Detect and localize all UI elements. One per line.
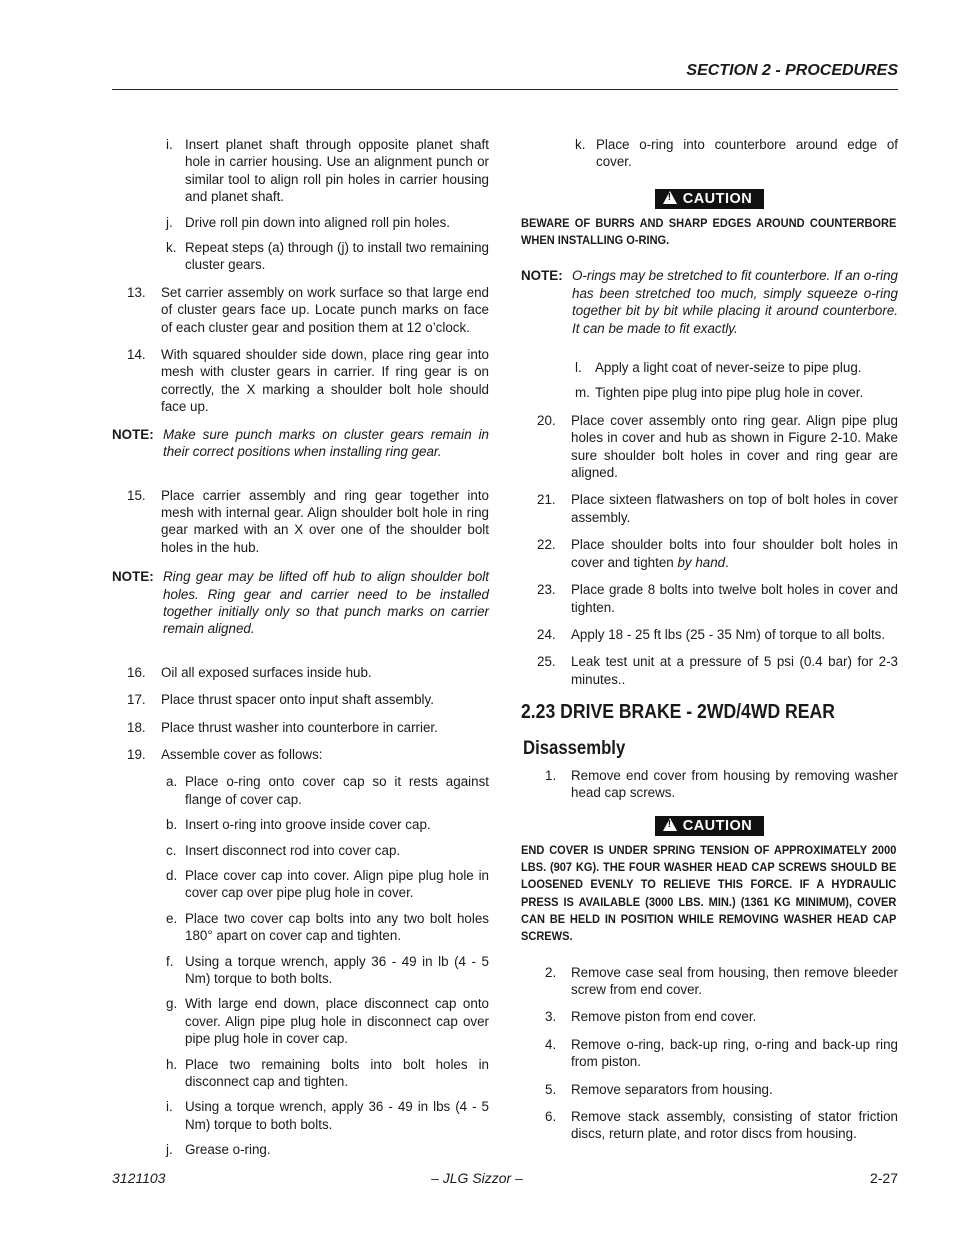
- note-o-rings: [521, 267, 898, 337]
- step-23: [521, 581, 898, 616]
- disassembly-step-1: [521, 767, 898, 802]
- step-text: Place thrust spacer onto input shaft assembly.: [161, 692, 434, 708]
- step-text: Leak test unit at a pressure of 5 psi (0.4 bar) for 2-3 minutes..: [571, 654, 898, 687]
- item-marker: l.: [575, 360, 582, 376]
- step-text: Place grade 8 bolts into twelve bolt holes in cover and tighten.: [571, 582, 898, 615]
- list-item: [521, 359, 898, 376]
- note-text: Make sure punch marks on cluster gears remain in their correct positions when installing ring gear.: [163, 426, 489, 460]
- step-text: Set carrier assembly on work surface so that large end of cluster gears face up. Locate punch marks on face of each cluster gear and position them at 12 o’clock.: [161, 284, 489, 335]
- disassembly-step: [521, 964, 898, 999]
- item-text: Insert planet shaft through opposite planet shaft hole in carrier housing. Use an alignment punch or similar tool to align roll pin holes in carrier housing and planet shaft.: [185, 137, 489, 205]
- step-number: 16.: [127, 664, 146, 680]
- item-marker: k.: [575, 137, 586, 152]
- step-number: 3.: [545, 1009, 557, 1025]
- step-text: Place shoulder bolts into four shoulder bolt holes in cover and tighten: [571, 537, 898, 570]
- step-22: [521, 536, 898, 571]
- step-text: Place sixteen flatwashers on top of bolt holes in cover assembly.: [571, 492, 898, 525]
- step-17: [112, 691, 489, 708]
- step-25: [521, 653, 898, 688]
- step-text: Remove o-ring, back-up ring, o-ring and back-up ring from piston.: [571, 1036, 898, 1070]
- caution-text: BEWARE OF BURRS AND SHARP EDGES AROUND COUNTERBORE WHEN INSTALLING O-RING.: [521, 215, 897, 248]
- list-item: [112, 995, 489, 1047]
- note-ring-gear: [112, 568, 489, 638]
- note-label: NOTE:: [521, 268, 563, 284]
- item-marker: k.: [166, 240, 177, 256]
- item-marker: b.: [166, 817, 178, 833]
- step-text: With squared shoulder side down, place ring gear into mesh with cluster gears in carrier. If ring gear is on correctly, the X marking a shoulder bolt hole should face up.: [161, 347, 489, 415]
- caution-label: CAUTION: [682, 190, 753, 207]
- step-number: 21.: [537, 492, 556, 508]
- item-marker: d.: [166, 868, 178, 883]
- note-text: O-rings may be stretched to fit counterbore. If an o-ring has been stretched too much, simply squeeze o-ring together bit by bit while placing it around counterbore. It can be made to fit exactly.: [572, 268, 898, 336]
- note-punch-marks: [112, 426, 489, 461]
- note-label: NOTE:: [112, 569, 154, 585]
- step-text: Place cover assembly onto ring gear. Align pipe plug holes in cover and hub as shown in Figure 2-10. Make sure shoulder bolt holes in cover and ring gear are aligned.: [571, 412, 898, 481]
- step-number: 6.: [545, 1108, 557, 1124]
- section-header: SECTION 2 - PROCEDURES: [686, 62, 898, 79]
- step-14: [112, 346, 489, 416]
- step-number: 24.: [537, 626, 556, 642]
- step-text: Remove end cover from housing by removing washer head cap screws.: [571, 767, 898, 801]
- item-marker: f.: [166, 953, 174, 969]
- header-divider: [112, 89, 898, 90]
- step-number: 18.: [127, 719, 146, 735]
- sub-heading: Disassembly: [523, 737, 626, 759]
- step-text-emphasis: by hand: [677, 554, 726, 570]
- item-marker: c.: [166, 842, 177, 858]
- step-text: Remove piston from end cover.: [571, 1009, 757, 1025]
- item-text: Drive roll pin down into aligned roll pin holes.: [185, 214, 450, 230]
- item-text: Place o-ring into counterbore around edge of cover.: [596, 137, 898, 170]
- step-15: [112, 487, 489, 557]
- item-text: Place cover cap into cover. Align pipe plug hole in cover cap over pipe plug hole in cover.: [185, 868, 489, 901]
- item-text: Repeat steps (a) through (j) to install two remaining cluster gears.: [185, 240, 489, 273]
- list-item: [112, 953, 489, 988]
- item-marker: i.: [166, 1099, 173, 1115]
- step-number: 4.: [545, 1036, 557, 1052]
- disassembly-step: [521, 1081, 898, 1098]
- footer-product: – JLG Sizzor –: [431, 1170, 523, 1186]
- item-marker: e.: [166, 910, 178, 926]
- step-text: Remove separators from housing.: [571, 1081, 773, 1097]
- item-text: Using a torque wrench, apply 36 - 49 in lb (4 - 5 Nm) torque to both bolts.: [185, 953, 489, 987]
- step-20: [521, 412, 898, 482]
- caution-text: END COVER IS UNDER SPRING TENSION OF APPROXIMATELY 2000 LBS. (907 KG). THE FOUR WASHER HEAD CAP SCREWS SHOULD BE LOOSENED EVENLY TO RELIEVE THIS FORCE. IF A HYDRAULIC PRESS IS AVAILABLE (3000 LBS. MIN.) (1361 KG MINIMUM), COVER CAN BE HELD IN POSITION WHILE REMOVING WASHER HEAD CAP SCREWS.: [521, 842, 897, 944]
- right-column: [521, 136, 898, 1151]
- item-marker: j.: [166, 1142, 173, 1158]
- left-column: [112, 136, 489, 1167]
- note-label: NOTE:: [112, 426, 154, 442]
- step-text: Oil all exposed surfaces inside hub.: [161, 664, 372, 680]
- item-text: Place o-ring onto cover cap so it rests against flange of cover cap.: [185, 774, 489, 807]
- list-item: [112, 214, 489, 231]
- footer-doc-number: 3121103: [112, 1170, 166, 1186]
- step-number: 25.: [537, 654, 556, 670]
- step-24: [521, 626, 898, 643]
- list-item: [112, 867, 489, 902]
- caution-badge: [655, 816, 765, 836]
- step-text: Remove stack assembly, consisting of stator friction discs, return plate, and rotor discs from housing.: [571, 1108, 898, 1142]
- step-text: Apply 18 - 25 ft lbs (25 - 35 Nm) of torque to all bolts.: [571, 626, 886, 642]
- list-item: [112, 842, 489, 859]
- item-text: With large end down, place disconnect cap onto cover. Align pipe plug hole in disconnect cap over pipe plug hole in cover cap.: [185, 996, 489, 1047]
- list-item: [112, 910, 489, 945]
- item-text: Grease o-ring.: [185, 1142, 271, 1158]
- step-16: [112, 664, 489, 681]
- step-number: 14.: [127, 347, 146, 363]
- list-item: [112, 136, 489, 206]
- disassembly-step: [521, 1108, 898, 1143]
- caution-label: CAUTION: [682, 817, 753, 834]
- step-number: 19.: [127, 746, 146, 762]
- item-text: Using a torque wrench, apply 36 - 49 in lbs (4 - 5 Nm) torque to both bolts.: [185, 1099, 489, 1132]
- item-marker: a.: [166, 774, 178, 790]
- caution-badge: [655, 189, 765, 209]
- step-text: Remove case seal from housing, then remove bleeder screw from end cover.: [571, 964, 898, 997]
- step-text: Place carrier assembly and ring gear together into mesh with internal gear. Align shoulder bolt hole in ring gear marked with an X over one of the shoulder bolt holes in the hub.: [161, 487, 489, 555]
- list-item: [112, 773, 489, 808]
- list-item: [112, 239, 489, 274]
- list-item: [112, 1056, 489, 1091]
- step-number: 2.: [545, 964, 557, 980]
- footer-page-number: 2-27: [869, 1170, 898, 1186]
- item-text: Tighten pipe plug into pipe plug hole in cover.: [595, 385, 864, 401]
- item-text: Insert disconnect rod into cover cap.: [185, 842, 401, 858]
- step-number: 17.: [127, 692, 146, 708]
- note-text: Ring gear may be lifted off hub to align shoulder bolt holes. Ring gear and carrier need to be installed together initially only so that punch marks on carrier remain aligned.: [163, 569, 489, 637]
- disassembly-step: [521, 1008, 898, 1025]
- item-marker: g.: [166, 996, 178, 1012]
- caution-banner: [521, 816, 898, 836]
- step-text-end: .: [725, 554, 729, 570]
- step-13: [112, 284, 489, 336]
- list-item: [112, 1098, 489, 1133]
- step-number: 13.: [127, 284, 146, 300]
- step-text: Place thrust washer into counterbore in carrier.: [161, 719, 438, 735]
- item-marker: m.: [575, 385, 590, 401]
- list-item: [521, 384, 898, 401]
- item-text: Place two cover cap bolts into any two bolt holes 180° apart on cover cap and tighten.: [185, 910, 489, 944]
- step-21: [521, 491, 898, 526]
- step-number: 22.: [537, 537, 556, 553]
- item-text: Apply a light coat of never-seize to pipe plug.: [595, 360, 862, 376]
- caution-banner: [521, 189, 898, 209]
- disassembly-step: [521, 1036, 898, 1071]
- section-heading: 2.23 DRIVE BRAKE - 2WD/4WD REAR: [521, 701, 835, 724]
- item-marker: h.: [166, 1056, 178, 1072]
- item-marker: j.: [166, 214, 173, 230]
- step-number: 5.: [545, 1081, 557, 1097]
- step-number: 1.: [545, 767, 557, 783]
- warning-triangle-icon: !: [663, 818, 677, 831]
- item-marker: i.: [166, 137, 173, 152]
- step-number: 15.: [127, 487, 146, 503]
- list-item: [112, 816, 489, 833]
- warning-triangle-icon: !: [663, 191, 677, 204]
- step-18: [112, 719, 489, 736]
- step-number: 20.: [537, 412, 556, 428]
- item-text: Insert o-ring into groove inside cover cap.: [185, 817, 431, 833]
- item-text: Place two remaining bolts into bolt holes in disconnect cap and tighten.: [185, 1056, 489, 1090]
- list-item: [112, 1141, 489, 1158]
- step-text: Assemble cover as follows:: [161, 746, 323, 762]
- list-item: [521, 136, 898, 171]
- step-19: [112, 746, 489, 763]
- step-number: 23.: [537, 582, 556, 598]
